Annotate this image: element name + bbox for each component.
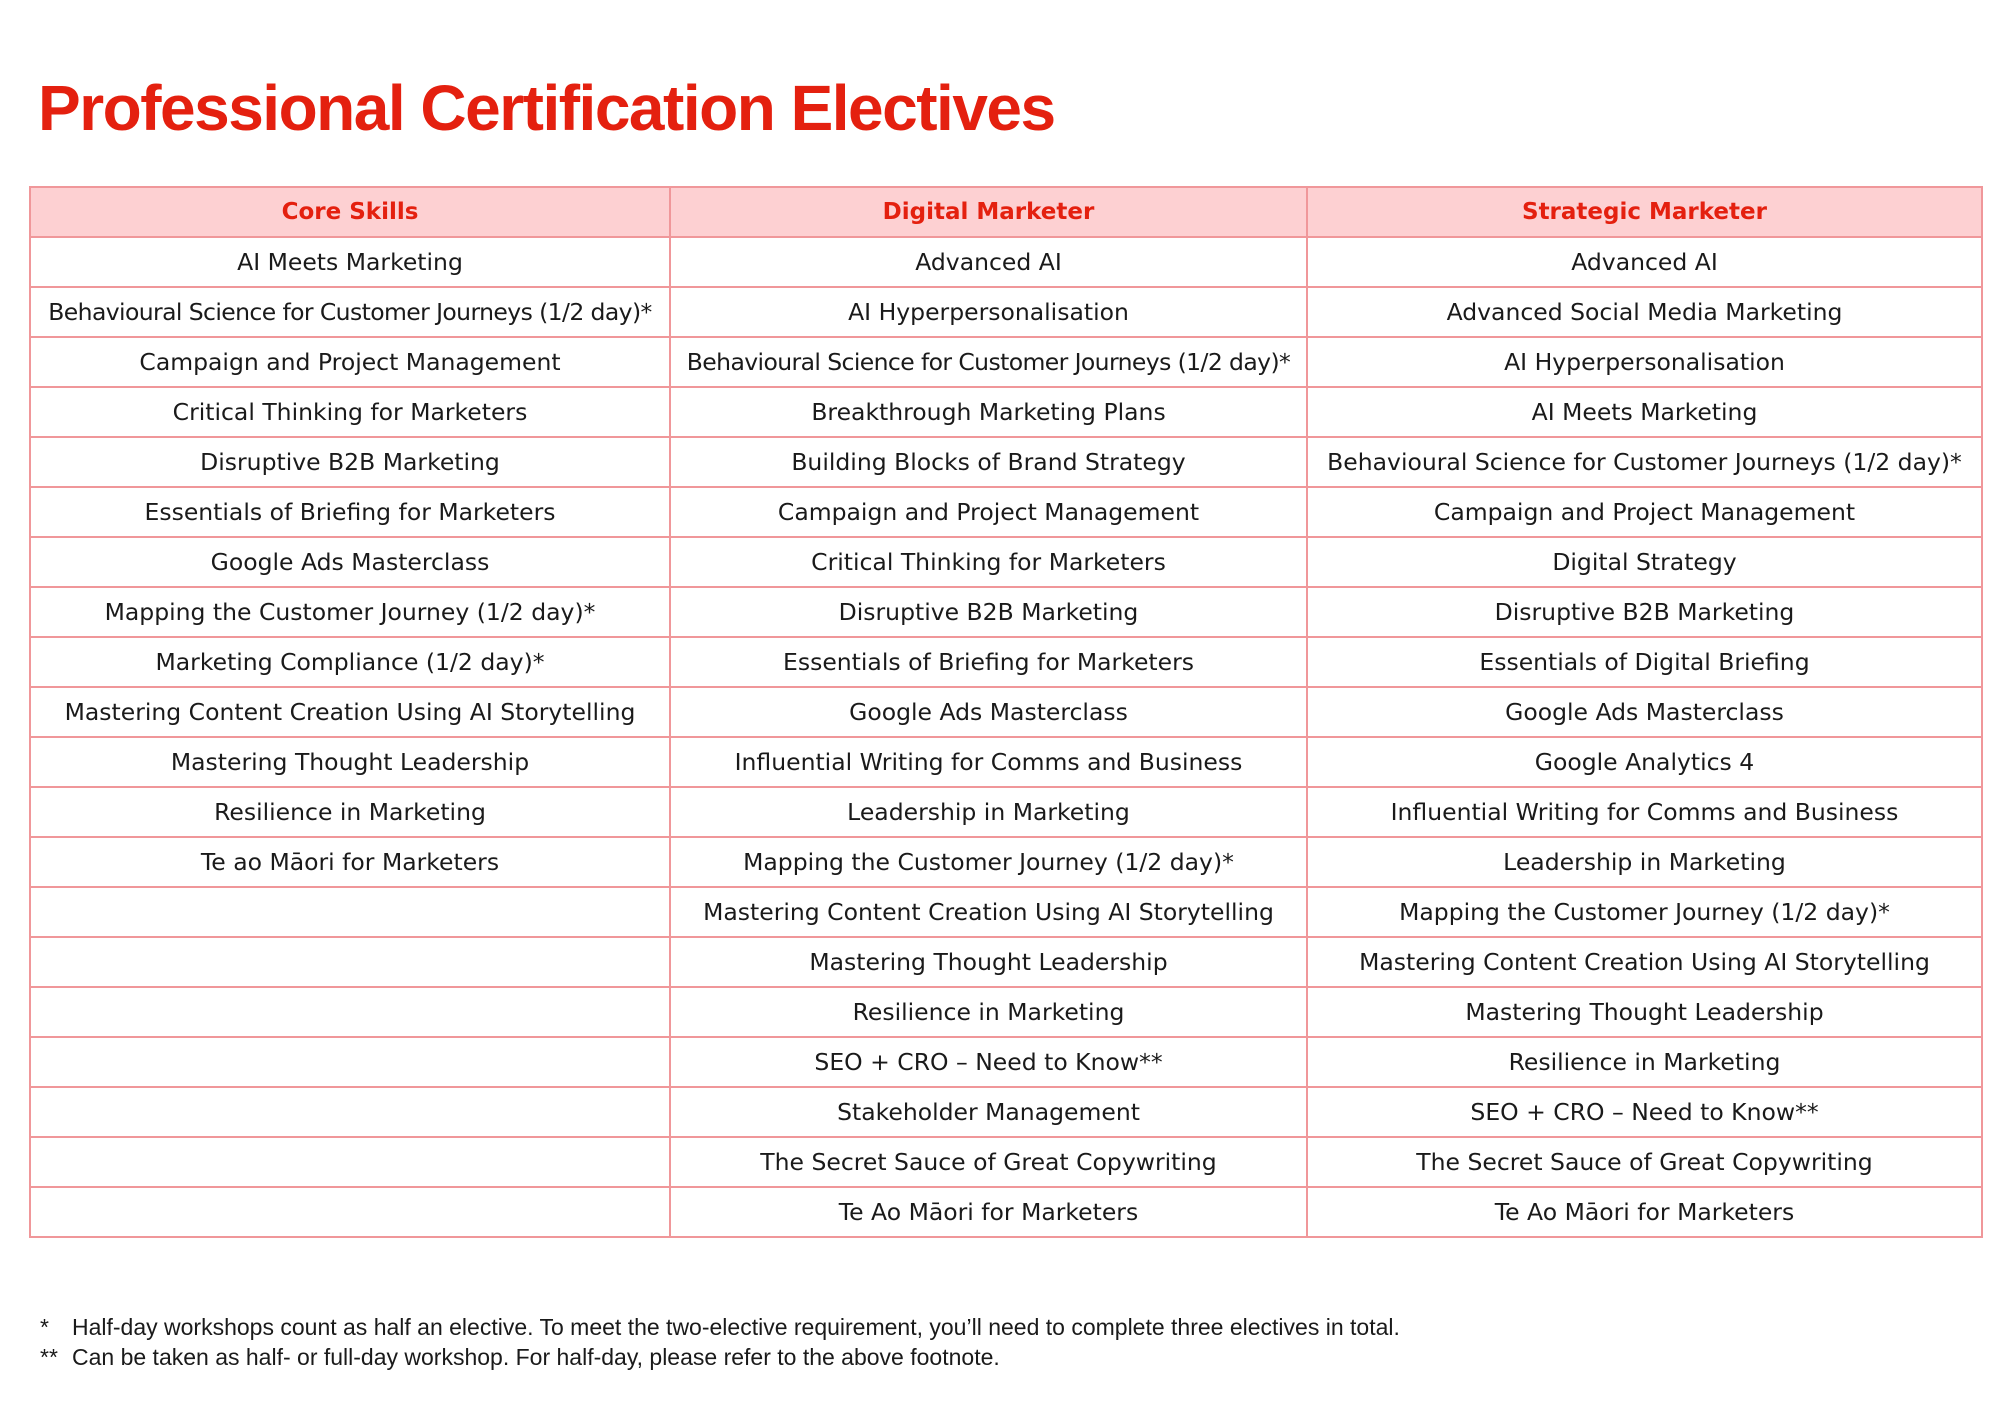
table-row: [30, 687, 1982, 737]
table-cell-strategic-marketer: Te Ao Māori for Marketers: [1307, 1187, 1982, 1237]
table-cell-core-skills: AI Meets Marketing: [30, 237, 670, 287]
table-cell-strategic-marketer: Advanced Social Media Marketing: [1307, 287, 1982, 337]
table-cell-core-skills: Essentials of Briefing for Marketers: [30, 487, 670, 537]
table-cell-digital-marketer: Essentials of Briefing for Marketers: [670, 637, 1307, 687]
table-row: [30, 937, 1982, 987]
footnote-text: Can be taken as half- or full-day workshop. For half-day, please refer to the above footnote.: [72, 1344, 1000, 1370]
table-cell-core-skills: Disruptive B2B Marketing: [30, 437, 670, 487]
table-cell-digital-marketer: Mastering Thought Leadership: [670, 937, 1307, 987]
table-cell-strategic-marketer: Google Analytics 4: [1307, 737, 1982, 787]
table-body: [30, 237, 1982, 1237]
table-row: [30, 1087, 1982, 1137]
table-cell-digital-marketer: Influential Writing for Comms and Business: [670, 737, 1307, 787]
table-cell-strategic-marketer: Google Ads Masterclass: [1307, 687, 1982, 737]
electives-table: [29, 186, 1983, 1238]
table-cell-core-skills: Campaign and Project Management: [30, 337, 670, 387]
table-cell-strategic-marketer: Essentials of Digital Briefing: [1307, 637, 1982, 687]
table-cell-digital-marketer: Mapping the Customer Journey (1/2 day)*: [670, 837, 1307, 887]
table-cell-core-skills: [30, 987, 670, 1037]
table-row: [30, 537, 1982, 587]
column-header-digital-marketer: Digital Marketer: [670, 187, 1307, 237]
table-row: [30, 587, 1982, 637]
table-cell-digital-marketer: Disruptive B2B Marketing: [670, 587, 1307, 637]
table-row: [30, 287, 1982, 337]
table-row: [30, 1037, 1982, 1087]
table-row: [30, 637, 1982, 687]
table-cell-core-skills: Te ao Māori for Marketers: [30, 837, 670, 887]
table-row: [30, 837, 1982, 887]
table-row: [30, 437, 1982, 487]
table-cell-core-skills: Behavioural Science for Customer Journeys (1/2 day)*: [30, 287, 670, 337]
table-cell-core-skills: [30, 1087, 670, 1137]
table-cell-strategic-marketer: Digital Strategy: [1307, 537, 1982, 587]
table-cell-digital-marketer: AI Hyperpersonalisation: [670, 287, 1307, 337]
table-cell-digital-marketer: Critical Thinking for Marketers: [670, 537, 1307, 587]
table-cell-core-skills: [30, 937, 670, 987]
table-header-row: [30, 187, 1982, 237]
table-cell-digital-marketer: Breakthrough Marketing Plans: [670, 387, 1307, 437]
table-cell-digital-marketer: Campaign and Project Management: [670, 487, 1307, 537]
table-cell-digital-marketer: Google Ads Masterclass: [670, 687, 1307, 737]
table-cell-core-skills: [30, 1187, 670, 1237]
table-cell-core-skills: Google Ads Masterclass: [30, 537, 670, 587]
table-cell-core-skills: Mastering Content Creation Using AI Storytelling: [30, 687, 670, 737]
table-cell-core-skills: [30, 887, 670, 937]
table-row: [30, 337, 1982, 387]
table-row: [30, 787, 1982, 837]
table-cell-strategic-marketer: AI Hyperpersonalisation: [1307, 337, 1982, 387]
table-cell-digital-marketer: Advanced AI: [670, 237, 1307, 287]
table-cell-digital-marketer: Behavioural Science for Customer Journeys (1/2 day)*: [670, 337, 1307, 387]
footnote: [40, 1312, 1400, 1342]
table-cell-strategic-marketer: Campaign and Project Management: [1307, 487, 1982, 537]
table-cell-strategic-marketer: Disruptive B2B Marketing: [1307, 587, 1982, 637]
footnotes: [40, 1312, 1400, 1372]
table-cell-digital-marketer: Leadership in Marketing: [670, 787, 1307, 837]
table-cell-strategic-marketer: Leadership in Marketing: [1307, 837, 1982, 887]
table-cell-core-skills: Marketing Compliance (1/2 day)*: [30, 637, 670, 687]
table-cell-strategic-marketer: Mapping the Customer Journey (1/2 day)*: [1307, 887, 1982, 937]
table-cell-digital-marketer: Building Blocks of Brand Strategy: [670, 437, 1307, 487]
table-cell-strategic-marketer: Behavioural Science for Customer Journeys (1/2 day)*: [1307, 437, 1982, 487]
table-row: [30, 1137, 1982, 1187]
table-cell-digital-marketer: Te Ao Māori for Marketers: [670, 1187, 1307, 1237]
table-cell-core-skills: [30, 1037, 670, 1087]
table-cell-core-skills: Mastering Thought Leadership: [30, 737, 670, 787]
table-cell-digital-marketer: Resilience in Marketing: [670, 987, 1307, 1037]
column-header-strategic-marketer: Strategic Marketer: [1307, 187, 1982, 237]
table-cell-digital-marketer: Stakeholder Management: [670, 1087, 1307, 1137]
table-cell-strategic-marketer: Advanced AI: [1307, 237, 1982, 287]
table-cell-strategic-marketer: Resilience in Marketing: [1307, 1037, 1982, 1087]
table-row: [30, 387, 1982, 437]
footnote: [40, 1342, 1400, 1372]
table-cell-core-skills: Critical Thinking for Marketers: [30, 387, 670, 437]
table-cell-strategic-marketer: SEO + CRO – Need to Know**: [1307, 1087, 1982, 1137]
page-title: Professional Certification Electives: [38, 72, 1055, 144]
table-cell-core-skills: Resilience in Marketing: [30, 787, 670, 837]
table-row: [30, 737, 1982, 787]
table-cell-core-skills: Mapping the Customer Journey (1/2 day)*: [30, 587, 670, 637]
footnote-text: Half-day workshops count as half an elective. To meet the two-elective requirement, you’ll need to complete three electives in total.: [72, 1314, 1400, 1340]
table-cell-digital-marketer: Mastering Content Creation Using AI Storytelling: [670, 887, 1307, 937]
table-row: [30, 1187, 1982, 1237]
table-cell-core-skills: [30, 1137, 670, 1187]
table-cell-strategic-marketer: Influential Writing for Comms and Business: [1307, 787, 1982, 837]
table-cell-digital-marketer: The Secret Sauce of Great Copywriting: [670, 1137, 1307, 1187]
table-row: [30, 887, 1982, 937]
table-cell-strategic-marketer: Mastering Content Creation Using AI Storytelling: [1307, 937, 1982, 987]
table-row: [30, 987, 1982, 1037]
table-cell-strategic-marketer: The Secret Sauce of Great Copywriting: [1307, 1137, 1982, 1187]
footnote-marker: *: [40, 1314, 49, 1340]
table-row: [30, 487, 1982, 537]
column-header-core-skills: Core Skills: [30, 187, 670, 237]
footnote-marker: **: [40, 1344, 58, 1370]
table-row: [30, 237, 1982, 287]
table-cell-strategic-marketer: Mastering Thought Leadership: [1307, 987, 1982, 1037]
table-cell-digital-marketer: SEO + CRO – Need to Know**: [670, 1037, 1307, 1087]
table-cell-strategic-marketer: AI Meets Marketing: [1307, 387, 1982, 437]
